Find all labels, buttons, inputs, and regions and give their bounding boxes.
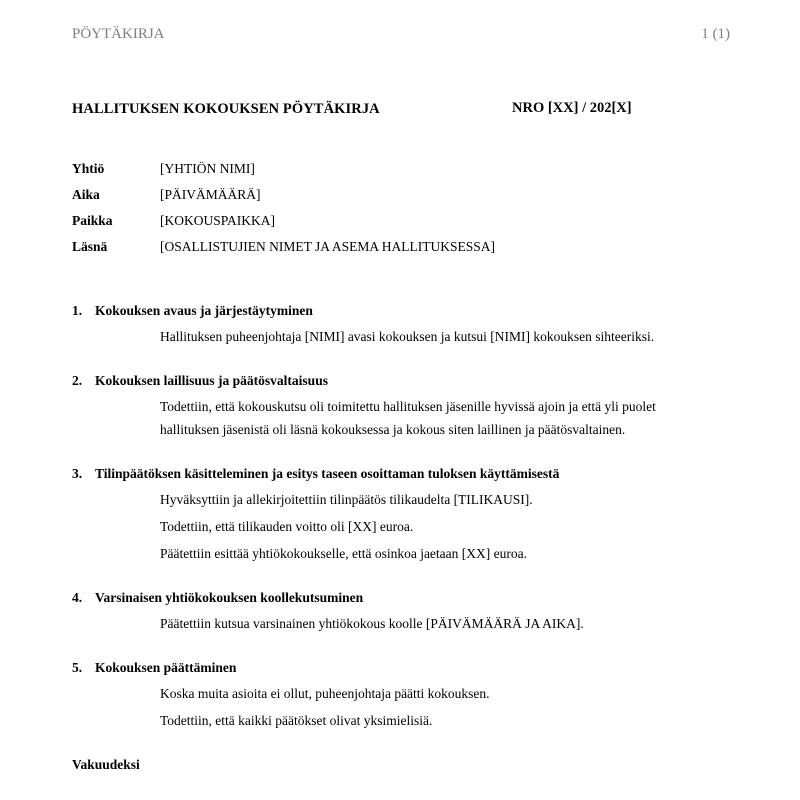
section-body <box>72 395 730 441</box>
section-number: 5. <box>72 660 83 675</box>
section-paragraph: Hyväksyttiin ja allekirjoitettiin tilinpäätös tilikaudelta [TILIKAUSI]. <box>160 492 533 507</box>
section-paragraph: Päätettiin esittää yhtiökokoukselle, että osinkoa jaetaan [XX] euroa. <box>160 546 528 561</box>
meta-row-lasna <box>72 234 730 260</box>
meta-row-paikka <box>72 208 730 234</box>
section-heading <box>72 301 730 321</box>
document-number: NRO [XX] / 202[X] <box>512 100 632 116</box>
section-4 <box>72 588 730 635</box>
meta-label: Aika <box>72 187 100 202</box>
closing-word: Vakuudeksi <box>72 757 140 772</box>
section-number: 4. <box>72 590 83 605</box>
meta-fields <box>72 156 730 260</box>
meta-row-aika <box>72 182 730 208</box>
section-paragraph: Päätettiin kutsua varsinainen yhtiökokous koolle [PÄIVÄMÄÄRÄ JA AIKA]. <box>160 616 584 631</box>
meta-label: Yhtiö <box>72 161 105 176</box>
document-header <box>72 26 730 43</box>
meta-value: [OSALLISTUJIEN NIMET JA ASEMA HALLITUKSESSA] <box>160 239 496 254</box>
section-heading-text: Kokouksen päättäminen <box>95 660 237 675</box>
section-heading <box>72 588 730 608</box>
section-paragraph: Hallituksen puheenjohtaja [NIMI] avasi kokouksen ja kutsui [NIMI] kokouksen sihteeriksi. <box>160 329 655 344</box>
page-number: 1 (1) <box>701 26 730 42</box>
section-body <box>72 488 730 565</box>
meta-value: [YHTIÖN NIMI] <box>160 161 255 176</box>
section-heading-text: Varsinaisen yhtiökokouksen koollekutsuminen <box>95 590 364 605</box>
section-1 <box>72 301 730 348</box>
section-5 <box>72 658 730 732</box>
section-3 <box>72 464 730 565</box>
section-heading <box>72 658 730 678</box>
section-number: 2. <box>72 373 83 388</box>
section-body <box>72 682 730 732</box>
section-heading <box>72 464 730 484</box>
meta-label: Läsnä <box>72 239 108 254</box>
meta-value: [KOKOUSPAIKKA] <box>160 213 276 228</box>
section-paragraph: Koska muita asioita ei ollut, puheenjohtaja päätti kokouksen. <box>160 686 490 701</box>
meta-value: [PÄIVÄMÄÄRÄ] <box>160 187 261 202</box>
section-paragraph: Todettiin, että kokouskutsu oli toimitettu hallituksen jäsenille hyvissä ajoin ja että yli puolet hallituksen jäsenistä oli läsnä kokouksessa ja kokous siten laillinen ja päätösvaltainen. <box>160 399 656 437</box>
section-heading-text: Kokouksen laillisuus ja päätösvaltaisuus <box>95 373 328 388</box>
section-number: 1. <box>72 303 83 318</box>
section-body <box>72 325 730 348</box>
sections-list <box>72 301 730 732</box>
section-heading <box>72 371 730 391</box>
section-heading-text: Kokouksen avaus ja järjestäytyminen <box>95 303 313 318</box>
section-heading-text: Tilinpäätöksen käsitteleminen ja esitys taseen osoittaman tuloksen käyttämisestä <box>95 466 560 481</box>
meta-label: Paikka <box>72 213 113 228</box>
section-paragraph: Todettiin, että kaikki päätökset olivat yksimielisiä. <box>160 713 433 728</box>
doc-type-label: PÖYTÄKIRJA <box>72 26 165 42</box>
meta-row-yhtio <box>72 156 730 182</box>
title-row <box>72 99 730 118</box>
section-2 <box>72 371 730 441</box>
document-title: HALLITUKSEN KOKOUKSEN PÖYTÄKIRJA <box>72 101 380 117</box>
section-number: 3. <box>72 466 83 481</box>
section-paragraph: Todettiin, että tilikauden voitto oli [XX] euroa. <box>160 519 414 534</box>
section-body <box>72 612 730 635</box>
